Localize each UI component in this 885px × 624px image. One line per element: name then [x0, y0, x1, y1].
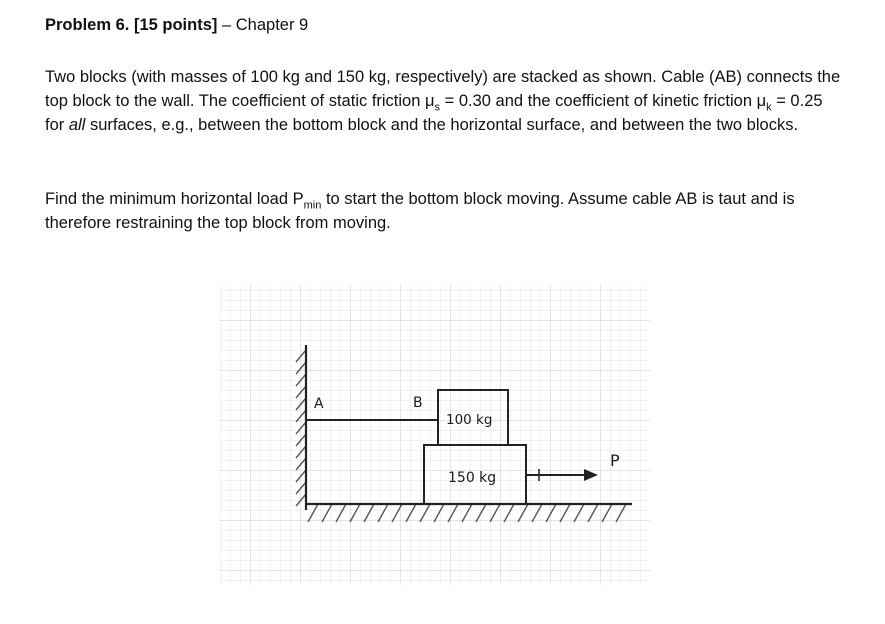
- label-b: B: [413, 395, 423, 411]
- question-text-1: Find the minimum horizontal load P: [45, 190, 304, 208]
- chapter-label: Chapter 9: [235, 16, 309, 34]
- problem-points: [15 points]: [133, 16, 218, 34]
- problem-number: Problem 6.: [45, 16, 130, 34]
- statement-text-2: = 0.30 and the coefficient of kinetic friction: [440, 92, 757, 110]
- question-text-2: to start the bottom block moving. Assume cable AB is taut and is therefore restraining the top block from moving.: [45, 190, 795, 232]
- heading-dash: –: [221, 16, 232, 34]
- block-diagram: [200, 270, 670, 600]
- statement-text-3: = 0.25 for: [45, 92, 823, 134]
- mu-symbol-kinetic: μ: [756, 92, 767, 110]
- load-label-p: P: [610, 451, 620, 470]
- problem-figure: [200, 270, 670, 600]
- graph-paper-grid: [220, 285, 650, 585]
- statement-text-1: Two blocks (with masses of 100 kg and 150 kg, respectively) are stacked as shown. Cable (AB) connects the top block to the wall. The coefficient of static friction: [45, 68, 841, 110]
- mu-symbol-static: μ: [425, 92, 435, 110]
- problem-heading: [45, 14, 308, 36]
- problem-statement: [45, 65, 845, 137]
- top-block-mass: 100 kg: [446, 412, 493, 428]
- subscript-kinetic: k: [766, 101, 772, 114]
- statement-text-4: surfaces, e.g., between the bottom block and the horizontal surface, and between the two blocks.: [85, 116, 799, 134]
- bottom-block-mass: 150 kg: [448, 470, 497, 486]
- subscript-min: min: [303, 199, 322, 212]
- emphasis-all: all: [68, 116, 86, 134]
- subscript-static: s: [434, 101, 441, 114]
- label-a: A: [314, 396, 324, 412]
- problem-question: [45, 187, 845, 235]
